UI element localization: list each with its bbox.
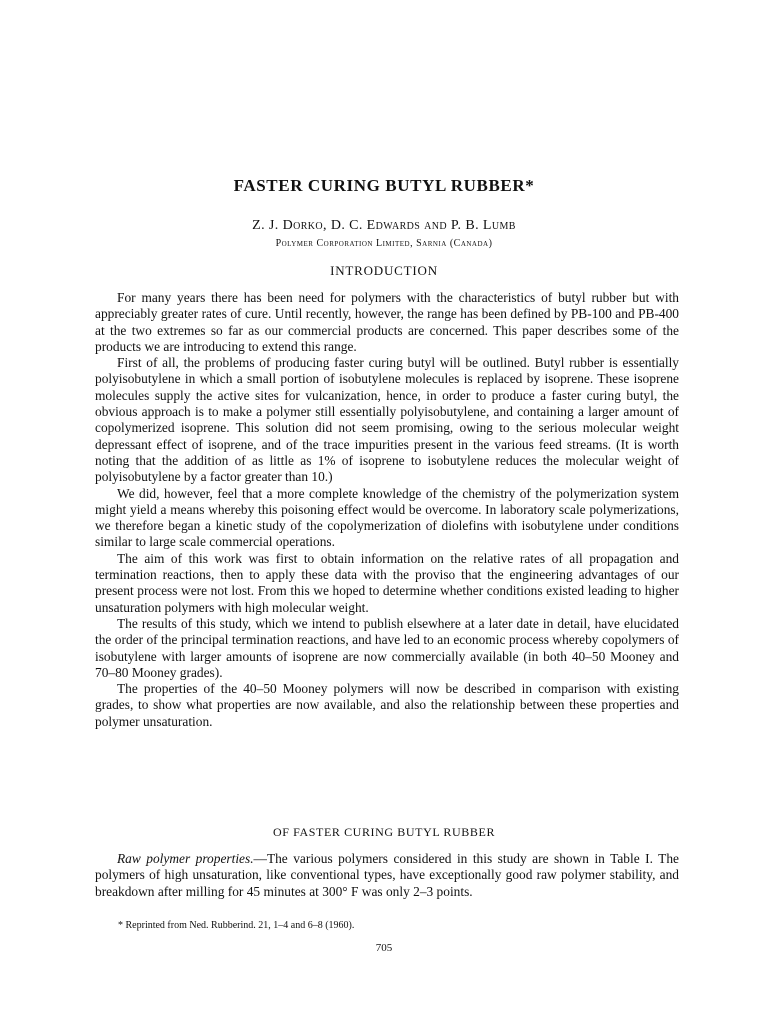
- footnote: * Reprinted from Ned. Rubberind. 21, 1–4 and 6–8 (1960).: [118, 920, 355, 931]
- page-number: 705: [375, 942, 393, 954]
- paragraph: We did, however, feel that a more complete knowledge of the chemistry of the polymerization system might yield a means whereby this poisoning effect would be overcome. In laboratory scale polymerizations, we therefore began a kinetic study of the copolymerization of diolefins with isobutylene under conditions similar to large scale commercial operations.: [95, 485, 679, 550]
- introduction-body: [95, 290, 679, 730]
- article-title: FASTER CURING BUTYL RUBBER*: [233, 176, 535, 195]
- paragraph: The aim of this work was first to obtain information on the relative rates of all propagation and termination reactions, then to apply these data with the proviso that the engineering advantages of our present process were not lost. From this we hoped to determine whether conditions existed leading to higher unsaturation polymers with high molecular weight.: [95, 550, 679, 615]
- paragraph: [95, 851, 679, 900]
- section-heading: OF FASTER CURING BUTYL RUBBER: [272, 825, 496, 839]
- introduction-heading: INTRODUCTION: [330, 263, 438, 278]
- section-body: [95, 851, 679, 900]
- run-in-heading: Raw polymer properties.: [117, 851, 254, 866]
- author-line: Z. J. Dorko, D. C. Edwards and P. B. Lumb: [252, 218, 516, 233]
- affiliation: Polymer Corporation Limited, Sarnia (Canada): [275, 238, 493, 249]
- paragraph: First of all, the problems of producing faster curing butyl will be outlined. Butyl rubber is essentially polyisobutylene in which a small portion of isobutylene molecules is replaced by isoprene. These isoprene molecules supply the active sites for vulcanization, hence, in order to produce a faster curing butyl, the obvious approach is to make a polymer still essentially polyisobutylene, and containing a larger amount of copolymerized isoprene. This solution did not seem promising, owing to the serious molecular weight depressant effect of isoprene, and of the trace impurities present in the various feed streams. (It is worth noting that the addition of as little as 1% of isoprene to isobutylene reduces the molecular weight of polyisobutylene by a factor greater than 10.): [95, 355, 679, 485]
- paragraph: The properties of the 40–50 Mooney polymers will now be described in comparison with existing grades, to show what properties are now available, and also the relationship between these properties and polymer unsaturation.: [95, 681, 679, 729]
- paragraph: For many years there has been need for polymers with the characteristics of butyl rubber but with appreciably greater rates of cure. Until recently, however, the range has been defined by PB-100 and PB-400 at the two extremes so far as our commercial products are concerned. This paper describes some of the products we are introducing to extend this range.: [95, 290, 679, 354]
- paragraph: The results of this study, which we intend to publish elsewhere at a later date in detail, have elucidated the order of the principal termination reactions, and have led to an economic process whereby copolymers of isobutylene with larger amounts of isoprene are now commercially available (in both 40–50 Mooney and 70–80 Mooney grades).: [95, 615, 679, 680]
- paragraph-text: —The various polymers considered in this study are shown in Table I. The polymers of high unsaturation, like conventional types, have exceptionally good raw polymer stability, and breakdown after milling for 45 minutes at 300° F was only 2–3 points.: [95, 851, 679, 899]
